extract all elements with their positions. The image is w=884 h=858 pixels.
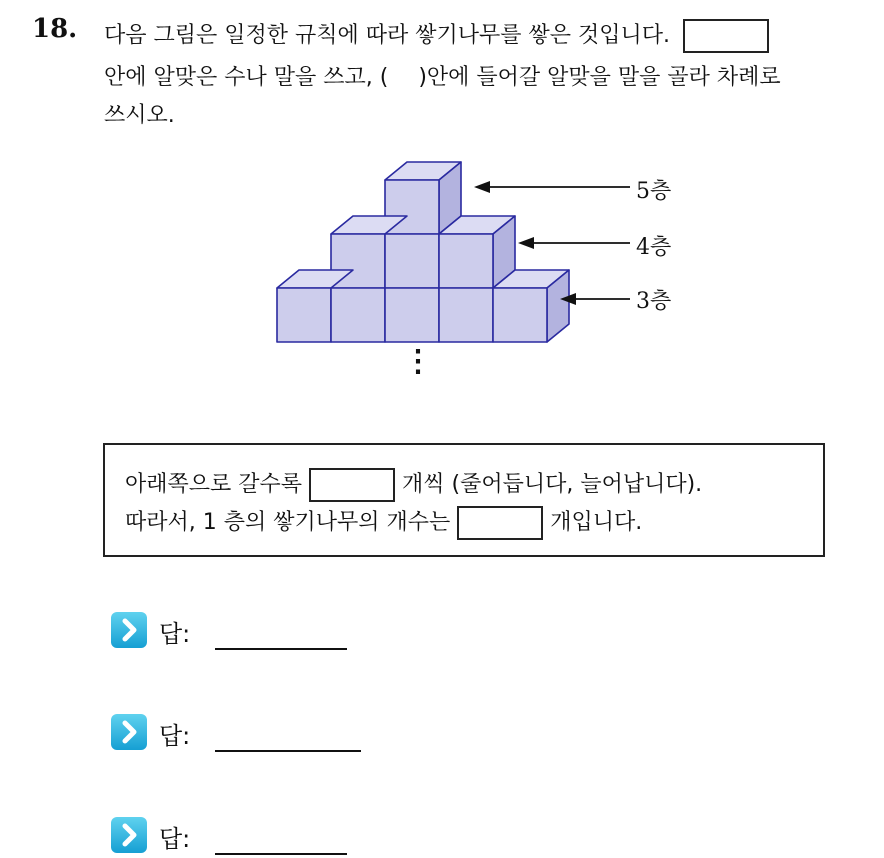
vertical-ellipsis: ⋮	[403, 344, 433, 379]
floor-3-label: 3층	[636, 289, 672, 314]
question-line-2-before: 안에 알맞은 수나 말을 쓰고, (	[104, 65, 389, 90]
panel-line-2	[125, 505, 642, 540]
question-line-1-text: 다음 그림은 일정한 규칙에 따라 쌓기나무를 쌓은 것입니다.	[104, 23, 670, 48]
arrow-floor-4-head	[518, 237, 534, 249]
panel-line-1	[125, 467, 702, 502]
fill-in-panel	[103, 443, 825, 557]
question-line-2-after: )안에 들어갈 알맞을 말을 골라 차례로	[418, 65, 781, 90]
answer-blank-line[interactable]	[215, 648, 347, 650]
cube-front-face	[331, 288, 385, 342]
question-line-2	[104, 60, 781, 91]
answer-label: 답:	[159, 825, 191, 853]
question-number: 18.	[32, 14, 78, 44]
cube-front-face	[385, 288, 439, 342]
panel-line-1-after: 개씩 (줄어듭니다, 늘어납니다).	[402, 472, 703, 497]
chevron-right-icon	[111, 612, 147, 648]
chevron-right-icon	[111, 714, 147, 750]
cube-front-face	[439, 234, 493, 288]
answer-label: 답:	[159, 620, 191, 648]
blank-box-floor1[interactable]	[457, 506, 543, 540]
blank-box-count[interactable]	[309, 468, 395, 502]
question-line-1	[104, 18, 769, 53]
cube-front-face	[385, 234, 439, 288]
cube-front-face	[439, 288, 493, 342]
question-line-3: 쓰시오.	[104, 103, 175, 128]
chevron-right-icon	[111, 817, 147, 853]
panel-line-1-before: 아래쪽으로 갈수록	[125, 472, 303, 497]
inline-blank-box	[683, 19, 769, 53]
answer-blank-line[interactable]	[215, 750, 361, 752]
arrow-floor-5-head	[474, 181, 490, 193]
cube-front-face	[493, 288, 547, 342]
floor-5-label: 5층	[636, 179, 672, 204]
panel-line-2-after: 개입니다.	[550, 510, 643, 535]
cube-front-face	[277, 288, 331, 342]
panel-line-2-before: 따라서, 1 층의 쌓기나무의 개수는	[125, 510, 451, 535]
answer-blank-line[interactable]	[215, 853, 347, 855]
floor-4-label: 4층	[636, 235, 672, 260]
answer-label: 답:	[159, 722, 191, 750]
